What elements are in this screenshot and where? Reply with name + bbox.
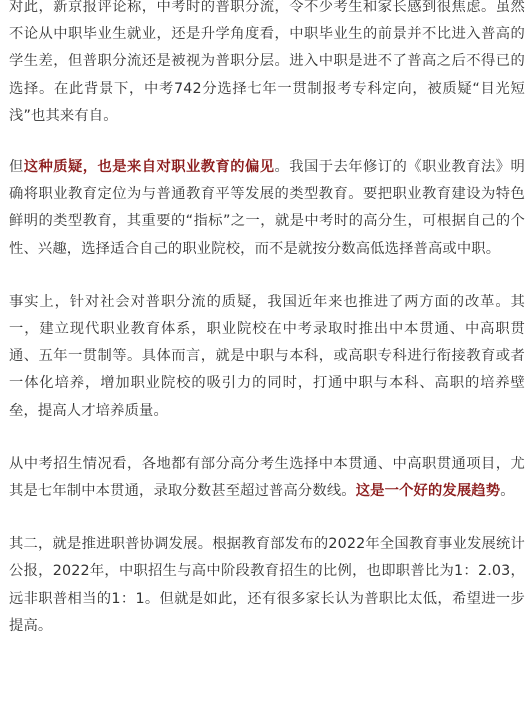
paragraph-text: 。我国于去年修订的《职业教育法》明确将职业教育定位为与普通教育平等发展的类型教育。要把职业教育建设为特色鲜明的类型教育，其重要的“指标”之一，就是中考时的高分生，可根据自己的个性、兴趣，选择适合自己的职业院校，而不是就按分数高低选择普高或中职。 — [9, 159, 525, 257]
paragraph-commentary — [9, 0, 525, 130]
paragraph-text: 其二，就是推进职普协调发展。根据教育部发布的2022年全国教育事业发展统计公报，2022年，中职招生与高中阶段教育招生的比例，也即职普比为1：2.03，远非职普相当的1：1。但就是如此，还有很多家长认为普职比太低，希望进一步提高。 — [9, 536, 525, 634]
paragraph-enrollment — [9, 451, 525, 505]
highlight-text: 这是一个好的发展趋势 — [355, 483, 501, 500]
paragraph-end: 。 — [500, 483, 515, 500]
paragraph-coordination — [9, 531, 525, 640]
paragraph-intro: 事实上，针对社会对普职分流的质疑，我国近年来也推进了两方面的改革。 — [9, 293, 511, 310]
paragraph-reforms — [9, 289, 525, 425]
paragraph-text: 对此，新京报评论称，中考时的普职分流，令不少考生和家长感到很焦虑。虽然不论从中职毕业生就业，还是升学角度看，中职毕业生的前景并不比进入普高的学生差，但普职分流还是被视为普职分层。进入中职是进不了普高之后不得已的选择。在此背景下，中考742分选择七年一贯制报考专科定向，被质疑“目光短浅”也其来有自。 — [9, 0, 525, 124]
paragraph-bias — [9, 154, 525, 263]
paragraph-lead: 但 — [9, 159, 24, 176]
paragraph-text: 其一，建立现代职业教育体系，职业院校在中考录取时推出中本贯通、中高职贯通、五年一贯制等。具体而言，就是中职与本科，或高职专科进行衔接教育或者一体化培养，增加职业院校的吸引力的同时，打通中职与本科、高职的培养壁垒，提高人才培养质量。 — [9, 293, 525, 419]
highlight-text: 这种质疑，也是来自对职业教育的偏见 — [23, 159, 275, 176]
paragraph-text: 从中考招生情况看，各地都有部分高分考生选择中本贯通、中高职贯通项目，尤其是七年制中本贯通，录取分数甚至超过普高分数线。 — [9, 455, 525, 500]
